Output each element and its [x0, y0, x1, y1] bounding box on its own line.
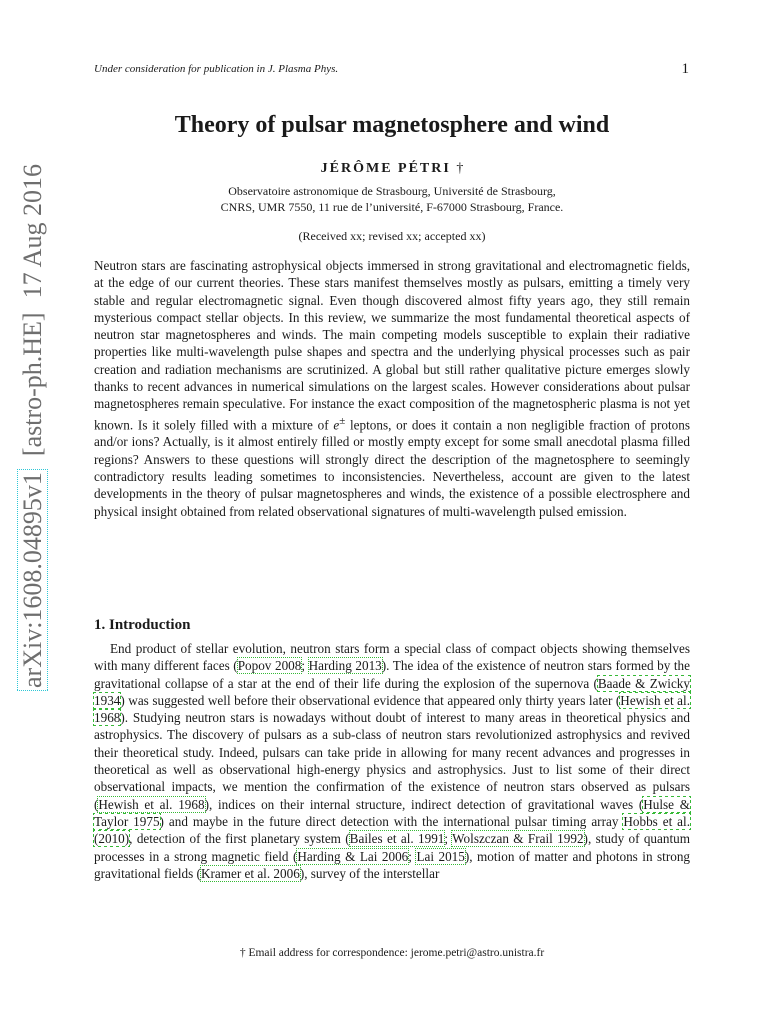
arxiv-stamp [18, 90, 48, 690]
abstract-text-1: Neutron stars are fascinating astrophysical objects immersed in strong gravitational and electromagnetic fields, at the edge of our current theories. These stars manifest themselves mostly as pulsars, emitting a timely very stable and regular electromagnetic signal. Even though discovered almost fifty years ago, they still remain mysterious compact stellar objects. In this review, we summarize the most fundamental theoretical aspects of neutron star magnetospheres and winds. The main competing models susceptible to explain their radiative properties like multi-wavelength pulse shapes and spectra and the underlying physical processes such as pair creation and radiation mechanisms are scrutinized. A global but still rather qualitative picture emerges slowly thanks to recent advances in numerical simulations on the largest scales. However considerations about pulsar magnetospheres remain speculative. For instance the exact composition of the magnetospheric plasma is not yet known. Is it solely filled with a mixture of [94, 258, 690, 433]
author-text: JÉRÔME PÉTRI [320, 161, 451, 176]
abstract-symbol-e: e [333, 417, 340, 433]
citation-link[interactable]: Kramer et al. 2006 [200, 865, 300, 881]
section-heading-introduction: 1. Introduction [94, 617, 191, 633]
author-footnote-mark[interactable]: † [456, 161, 464, 176]
citation-link[interactable]: Harding 2013 [308, 658, 382, 674]
intro-text: ), indices on their internal structure, indirect detection of gravitational waves ( [204, 796, 644, 812]
affiliation [0, 183, 768, 215]
citation-link[interactable]: Hewish et al. 1968 [98, 796, 205, 812]
intro-text: ), study of quantum processes in a strong magnetic field ( [94, 831, 690, 864]
abstract [94, 257, 690, 520]
arxiv-id-link[interactable]: arXiv:1608.04895v1 [18, 472, 47, 688]
citation-link[interactable]: Baade & Zwicky 1934 [94, 675, 690, 708]
intro-text: ). The idea of the existence of neutron stars formed by the gravitational collapse of a star at the end of their life during the explosion of the supernova ( [94, 658, 690, 691]
citation-link[interactable]: Popov 2008 [237, 658, 302, 674]
citation-link[interactable]: Hulse & Taylor 1975 [94, 796, 690, 829]
intro-text: ; [301, 658, 309, 674]
affiliation-line-2: CNRS, UMR 7550, 11 rue de l’université, F-67000 Strasbourg, France. [220, 200, 564, 214]
intro-text: ; [408, 848, 417, 864]
intro-text: End product of stellar evolution, neutron stars form a special class of compact objects showing themselves with many different faces ( [94, 641, 690, 674]
intro-text: ; [444, 831, 453, 847]
citation-link[interactable]: Hewish et al. 1968 [94, 692, 690, 726]
citation-link[interactable]: Lai 2015 [416, 848, 465, 864]
intro-text: ) was suggested well before their observational evidence that appeared only thirty years later ( [120, 692, 621, 708]
footnote: † Email address for correspondence: jerome.petri@astro.unistra.fr [239, 947, 545, 959]
abstract-symbol-pm: ± [339, 414, 346, 427]
page-number: 1 [681, 61, 689, 77]
arxiv-date: 17 Aug 2016 [18, 164, 47, 299]
introduction-paragraph [94, 640, 690, 882]
journal-header: Under consideration for publication in J. Plasma Phys. [94, 63, 339, 75]
paper-title: Theory of pulsar magnetosphere and wind [174, 112, 610, 138]
intro-text: , detection of the first planetary system ( [129, 831, 350, 847]
intro-text: ) and maybe in the future direct detection with the international pulsar timing array [159, 813, 624, 829]
received-dates: (Received xx; revised xx; accepted xx) [298, 229, 486, 243]
intro-text: ), survey of the interstellar [299, 865, 440, 881]
citation-link[interactable]: Bailes et al. 1991 [349, 831, 445, 847]
abstract-text-2: leptons, or does it contain a non negligible fraction of protons and/or ions? Actually, is it almost entirely filled or mostly empty except for some small anecdotal plasma filled regions? Answers to these questions will strongly direct the description of the magnetosphere to seemingly contradictory results leading sometimes to inconsistencies. Nevertheless, account are given to the latest developments in the theory of pulsar magnetospheres and winds, the existence of a possible electrosphere and physical insight obtained from related observational signatures of multi-wavelength pulsed emission. [94, 417, 690, 519]
citation-link[interactable]: Harding & Lai 2006 [297, 848, 409, 864]
arxiv-category: [astro-ph.HE] [18, 312, 47, 457]
intro-text: ), motion of matter and photons in strong gravitational fields ( [94, 848, 691, 881]
citation-link[interactable]: Hobbs et al. (2010) [94, 813, 690, 847]
intro-text: ). Studying neutron stars is nowadays without doubt of interest to many areas in theoretical physics and astrophysics. The discovery of pulsars as a sub-class of neutron stars revolutionized astrophysics and revived their theoretical study. Indeed, pulsars can take pride in allowing for many recent advances and progresses in theoretical as well as observational high-energy physics and astrophysics. Just to list some of their direct observational impacts, we mention the confirmation of the existence of neutron stars observed as pulsars ( [94, 710, 690, 812]
affiliation-line-1: Observatoire astronomique de Strasbourg, Université de Strasbourg, [228, 184, 556, 198]
author-name [0, 161, 768, 177]
citation-link[interactable]: Wolszczan & Frail 1992 [452, 831, 584, 847]
